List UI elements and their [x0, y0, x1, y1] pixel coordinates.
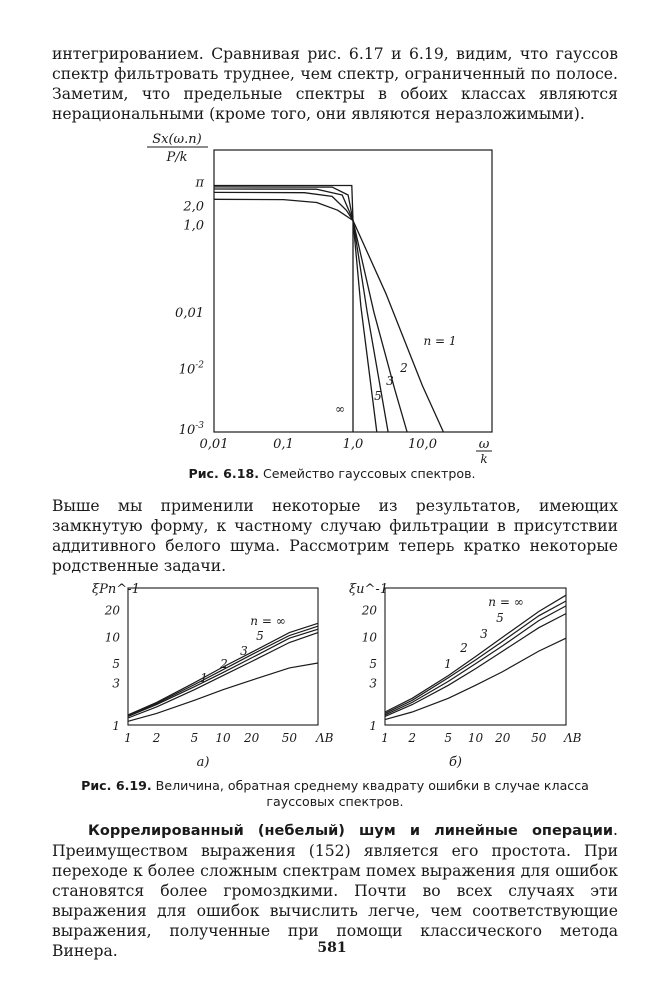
series-label-3: 3 [480, 627, 488, 641]
series-label-2: 2 [220, 657, 228, 671]
x-tick-label: 1,0 [342, 437, 364, 452]
series-label-1: 1 [200, 671, 208, 685]
figure-6-19a [92, 582, 334, 770]
x-tick-label: 20 [243, 731, 260, 745]
x-tick-label: 0,01 [199, 437, 229, 452]
caption-text: Величина, обратная среднему квадрату ошибки в случае класса гауссовых спектров. [151, 778, 589, 809]
caption-label: Рис. 6.18. [188, 466, 260, 481]
panel-label: а) [196, 755, 210, 770]
y-tick-label: 20 [361, 603, 377, 618]
caption-fig-6-19 [52, 778, 618, 810]
series-label-5: 5 [374, 389, 382, 403]
series-label-n=∞: n = ∞ [250, 614, 286, 628]
figure-6-19b [349, 582, 582, 770]
series-line-∞ [214, 186, 353, 433]
x-tick-label: 50 [531, 731, 547, 745]
series-label-3: 3 [386, 374, 394, 388]
y-tick-label: 1 [369, 719, 377, 733]
y-tick-label: $10^{-2}$ [178, 360, 204, 378]
panel-label: б) [448, 755, 463, 770]
y-tick-label: $10^{-3}$ [178, 421, 204, 438]
y-axis-label: ξu^-1 [349, 582, 389, 597]
x-tick-label: 10 [215, 731, 231, 745]
y-tick-label: 10 [104, 630, 120, 645]
y-tick-label: π [195, 175, 204, 191]
x-axis-label-numerator: ω [478, 437, 490, 452]
x-tick-label: 2 [152, 731, 161, 745]
x-tick-label: 1 [381, 731, 389, 745]
series-label-2: 2 [400, 361, 408, 375]
y-tick-label: 10 [361, 630, 377, 645]
x-tick-label: 1 [124, 731, 132, 745]
x-tick-label: 10,0 [408, 437, 437, 452]
series-label-5: 5 [496, 611, 504, 625]
y-tick-label: 5 [112, 656, 120, 671]
y-tick-label: 20 [104, 603, 120, 618]
x-tick-label: 5 [190, 731, 199, 745]
paragraph-intro: интегрированием. Сравнивая рис. 6.17 и 6.19, видим, что гауссов спектр фильтровать труднее, чем спектр, ограниченный по полосе. Заметим, что предельные спектры в обоих классах являются нерациональными (кроме того, они являются неразложимыми). [52, 45, 618, 123]
x-tick-label: 20 [495, 731, 511, 745]
series-line-1 [385, 638, 566, 719]
series-line-1 [128, 663, 318, 721]
series-label-n=1: n = 1 [423, 334, 457, 348]
y-axis-label: ξPn^-1 [92, 582, 140, 597]
y-tick-label: 5 [369, 656, 377, 671]
y-tick-label: 1 [112, 719, 120, 733]
x-axis-label: ΛB [316, 731, 334, 745]
series-label-5: 5 [256, 629, 264, 643]
page-number: 581 [317, 940, 347, 956]
series-label-2: 2 [460, 641, 468, 655]
y-tick-label: 0,01 [175, 306, 204, 322]
section-body: . Преимуществом выражения (152) является его простота. При переходе к более сложным спектрам помех выражения для ошибок становятся более громоздкими. Почти во всех случаях эти выражения для ошибок вычислить легче, чем соответствующие выражения, полученные при помощи классического метода Винера. [52, 821, 618, 960]
x-tick-label: 2 [408, 731, 417, 745]
series-label-n=∞: n = ∞ [488, 595, 524, 609]
figure-6-18 [147, 132, 492, 466]
y-axis-label-denominator: P/k [166, 150, 188, 165]
y-tick-label: 2,0 [183, 199, 204, 215]
x-tick-label: 10 [467, 731, 484, 745]
y-axis-label-numerator: Sx(ω.n) [152, 132, 202, 147]
section-lead: Коррелированный (небелый) шум и линейные операции [88, 823, 614, 839]
x-tick-label: 5 [444, 731, 453, 745]
series-label-∞: ∞ [335, 402, 345, 416]
series-label-1: 1 [444, 657, 452, 671]
caption-text: Семейство гауссовых спектров. [259, 466, 476, 481]
series-line-n=∞ [385, 595, 566, 712]
paragraph-middle: Выше мы применили некоторые из результатов, имеющих замкнутую форму, к частному случаю фильтрации в присутствии аддитивного белого шума. Рассмотрим теперь кратко некоторые родственные задачи. [52, 497, 618, 575]
x-axis-label: ΛB [564, 731, 582, 745]
x-axis-label-denominator: k [480, 452, 488, 466]
caption-label: Рис. 6.19. [81, 778, 152, 793]
caption-fig-6-18 [0, 466, 664, 482]
x-tick-label: 0,1 [273, 437, 294, 452]
y-tick-label: 1,0 [183, 218, 204, 234]
x-tick-label: 50 [281, 731, 298, 745]
series-label-3: 3 [240, 644, 248, 658]
y-tick-label: 3 [112, 676, 120, 691]
y-tick-label: 3 [369, 676, 377, 691]
series-line-n=1 [214, 199, 443, 432]
